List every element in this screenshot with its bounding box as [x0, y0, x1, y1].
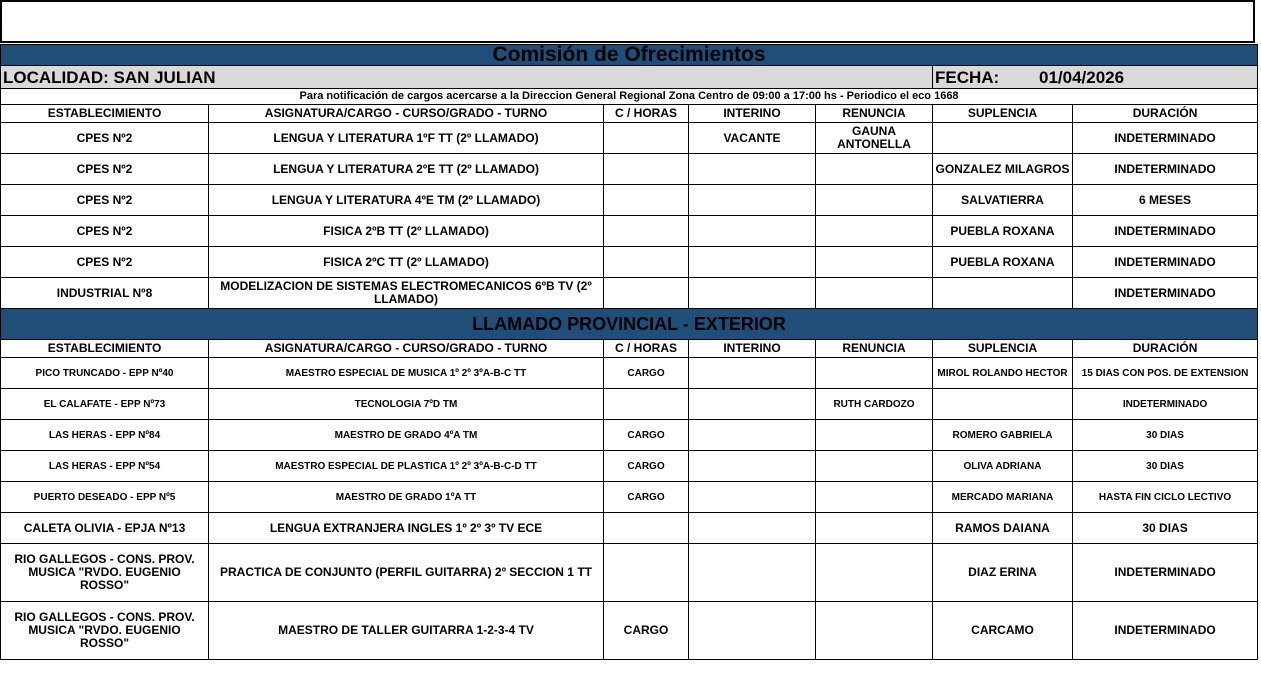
- table-cell: FISICA 2ºB TT (2º LLAMADO): [209, 216, 604, 247]
- table-cell: LENGUA EXTRANJERA INGLES 1º 2º 3º TV ECE: [209, 513, 604, 544]
- table-cell: HASTA FIN CICLO LECTIVO: [1073, 482, 1258, 513]
- offers-table: [0, 44, 1258, 660]
- table-cell: INDETERMINADO: [1073, 278, 1258, 309]
- table-cell: 30 DIAS: [1073, 420, 1258, 451]
- table-row: [1, 247, 1258, 278]
- table-cell: 30 DIAS: [1073, 451, 1258, 482]
- table-cell: [689, 602, 816, 660]
- col-header: C / HORAS: [604, 340, 689, 358]
- table-cell: LAS HERAS - EPP Nº84: [1, 420, 209, 451]
- table-cell: MAESTRO DE GRADO 1ºA TT: [209, 482, 604, 513]
- table-cell: [689, 482, 816, 513]
- table-cell: CARGO: [604, 602, 689, 660]
- col-header: C / HORAS: [604, 105, 689, 123]
- col-header: DURACIÓN: [1073, 105, 1258, 123]
- header-row-2: [1, 340, 1258, 358]
- table-cell: [816, 154, 933, 185]
- table-cell: [816, 420, 933, 451]
- table-cell: MERCADO MARIANA: [933, 482, 1073, 513]
- header-row-1: [1, 105, 1258, 123]
- table-cell: [816, 544, 933, 602]
- table-cell: MAESTRO DE TALLER GUITARRA 1-2-3-4 TV: [209, 602, 604, 660]
- table-cell: [604, 154, 689, 185]
- table-cell: INDUSTRIAL Nº8: [1, 278, 209, 309]
- table-cell: SALVATIERRA: [933, 185, 1073, 216]
- table-cell: [689, 389, 816, 420]
- table-cell: CARGO: [604, 451, 689, 482]
- table-cell: [816, 247, 933, 278]
- col-header: INTERINO: [689, 340, 816, 358]
- col-header: RENUNCIA: [816, 105, 933, 123]
- table-cell: PUEBLA ROXANA: [933, 216, 1073, 247]
- table-cell: MAESTRO DE GRADO 4ºA TM: [209, 420, 604, 451]
- table-cell: RAMOS DAIANA: [933, 513, 1073, 544]
- table-cell: PUERTO DESEADO - EPP Nº5: [1, 482, 209, 513]
- table-cell: OLIVA ADRIANA: [933, 451, 1073, 482]
- table-cell: [604, 185, 689, 216]
- col-header: ASIGNATURA/CARGO - CURSO/GRADO - TURNO: [209, 340, 604, 358]
- table-row: [1, 451, 1258, 482]
- table-row: [1, 278, 1258, 309]
- table-row: [1, 602, 1258, 660]
- table-cell: MIROL ROLANDO HECTOR: [933, 358, 1073, 389]
- table-cell: INDETERMINADO: [1073, 247, 1258, 278]
- table-cell: [689, 358, 816, 389]
- table-cell: LENGUA Y LITERATURA 1ºF TT (2º LLAMADO): [209, 123, 604, 154]
- col-header: ESTABLECIMIENTO: [1, 105, 209, 123]
- table-cell: [816, 358, 933, 389]
- table-cell: [933, 278, 1073, 309]
- table-cell: RUTH CARDOZO: [816, 389, 933, 420]
- table-cell: [816, 602, 933, 660]
- table-cell: CARGO: [604, 420, 689, 451]
- table-cell: CARCAMO: [933, 602, 1073, 660]
- table-cell: 15 DIAS CON POS. DE EXTENSION: [1073, 358, 1258, 389]
- table-row: [1, 123, 1258, 154]
- table-cell: [689, 420, 816, 451]
- table-cell: [816, 185, 933, 216]
- table-cell: PUEBLA ROXANA: [933, 247, 1073, 278]
- table-cell: GAUNA ANTONELLA: [816, 123, 933, 154]
- table-cell: [604, 247, 689, 278]
- table-cell: [689, 247, 816, 278]
- notification-note: Para notificación de cargos acercarse a la Direccion General Regional Zona Centro de 09:00 a 17:00 hs - Periodico el eco 1668: [1, 89, 1258, 105]
- table-cell: INDETERMINADO: [1073, 154, 1258, 185]
- top-empty-box: [0, 0, 1255, 43]
- table-cell: [604, 513, 689, 544]
- table-row: [1, 420, 1258, 451]
- table-cell: [816, 482, 933, 513]
- table-cell: CPES Nº2: [1, 247, 209, 278]
- table-cell: CARGO: [604, 482, 689, 513]
- table-cell: CPES Nº2: [1, 123, 209, 154]
- page-title: Comisión de Ofrecimientos: [1, 45, 1258, 66]
- table-cell: [604, 389, 689, 420]
- table-cell: PRACTICA DE CONJUNTO (PERFIL GUITARRA) 2º SECCION 1 TT: [209, 544, 604, 602]
- table-cell: [816, 216, 933, 247]
- table-cell: [604, 216, 689, 247]
- table-cell: PICO TRUNCADO - EPP Nº40: [1, 358, 209, 389]
- table-cell: [689, 216, 816, 247]
- table-cell: LAS HERAS - EPP Nº54: [1, 451, 209, 482]
- table-cell: CPES Nº2: [1, 154, 209, 185]
- table-cell: [689, 278, 816, 309]
- fecha-field: [933, 66, 1258, 89]
- table-row: [1, 389, 1258, 420]
- table-cell: RIO GALLEGOS - CONS. PROV. MUSICA "RVDO. EUGENIO ROSSO": [1, 544, 209, 602]
- table-cell: [933, 123, 1073, 154]
- table-cell: RIO GALLEGOS - CONS. PROV. MUSICA "RVDO. EUGENIO ROSSO": [1, 602, 209, 660]
- table-cell: [689, 451, 816, 482]
- table-cell: [816, 278, 933, 309]
- table-cell: GONZALEZ MILAGROS: [933, 154, 1073, 185]
- table-cell: MODELIZACION DE SISTEMAS ELECTROMECANICOS 6ºB TV (2º LLAMADO): [209, 278, 604, 309]
- col-header: ASIGNATURA/CARGO - CURSO/GRADO - TURNO: [209, 105, 604, 123]
- table-cell: [689, 185, 816, 216]
- table-cell: EL CALAFATE - EPP Nº73: [1, 389, 209, 420]
- col-header: SUPLENCIA: [933, 340, 1073, 358]
- table-cell: CALETA OLIVIA - EPJA Nº13: [1, 513, 209, 544]
- col-header: DURACIÓN: [1073, 340, 1258, 358]
- table-cell: 6 MESES: [1073, 185, 1258, 216]
- table-cell: FISICA 2ºC TT (2º LLAMADO): [209, 247, 604, 278]
- fecha-value: 01/04/2026: [1039, 67, 1125, 87]
- table-cell: [689, 544, 816, 602]
- table-cell: INDETERMINADO: [1073, 123, 1258, 154]
- table-row: [1, 482, 1258, 513]
- col-header: INTERINO: [689, 105, 816, 123]
- table-cell: INDETERMINADO: [1073, 389, 1258, 420]
- table-row: [1, 185, 1258, 216]
- table-cell: ROMERO GABRIELA: [933, 420, 1073, 451]
- table-cell: INDETERMINADO: [1073, 602, 1258, 660]
- table-cell: LENGUA Y LITERATURA 4ºE TM (2º LLAMADO): [209, 185, 604, 216]
- table-cell: MAESTRO ESPECIAL DE PLASTICA 1º 2º 3ºA-B-C-D TT: [209, 451, 604, 482]
- table-cell: [933, 389, 1073, 420]
- table-row: [1, 358, 1258, 389]
- localidad-label: LOCALIDAD: SAN JULIAN: [1, 66, 933, 89]
- table-cell: INDETERMINADO: [1073, 216, 1258, 247]
- fecha-label: FECHA:: [935, 67, 1000, 87]
- table-cell: VACANTE: [689, 123, 816, 154]
- table-cell: INDETERMINADO: [1073, 544, 1258, 602]
- table-cell: DIAZ ERINA: [933, 544, 1073, 602]
- table-row: [1, 154, 1258, 185]
- table-row: [1, 513, 1258, 544]
- table-cell: CPES Nº2: [1, 185, 209, 216]
- table-cell: [604, 123, 689, 154]
- table-row: [1, 544, 1258, 602]
- table-cell: TECNOLOGIA 7ºD TM: [209, 389, 604, 420]
- table-row: [1, 216, 1258, 247]
- table-cell: [689, 513, 816, 544]
- table-cell: CPES Nº2: [1, 216, 209, 247]
- col-header: RENUNCIA: [816, 340, 933, 358]
- table-cell: MAESTRO ESPECIAL DE MUSICA 1º 2º 3ºA-B-C TT: [209, 358, 604, 389]
- table-cell: [604, 278, 689, 309]
- table-cell: [816, 513, 933, 544]
- col-header: SUPLENCIA: [933, 105, 1073, 123]
- table-cell: CARGO: [604, 358, 689, 389]
- table-cell: 30 DIAS: [1073, 513, 1258, 544]
- table-cell: [604, 544, 689, 602]
- table-cell: [689, 154, 816, 185]
- section-title: LLAMADO PROVINCIAL - EXTERIOR: [1, 309, 1258, 340]
- table-cell: [816, 451, 933, 482]
- col-header: ESTABLECIMIENTO: [1, 340, 209, 358]
- table-cell: LENGUA Y LITERATURA 2ºE TT (2º LLAMADO): [209, 154, 604, 185]
